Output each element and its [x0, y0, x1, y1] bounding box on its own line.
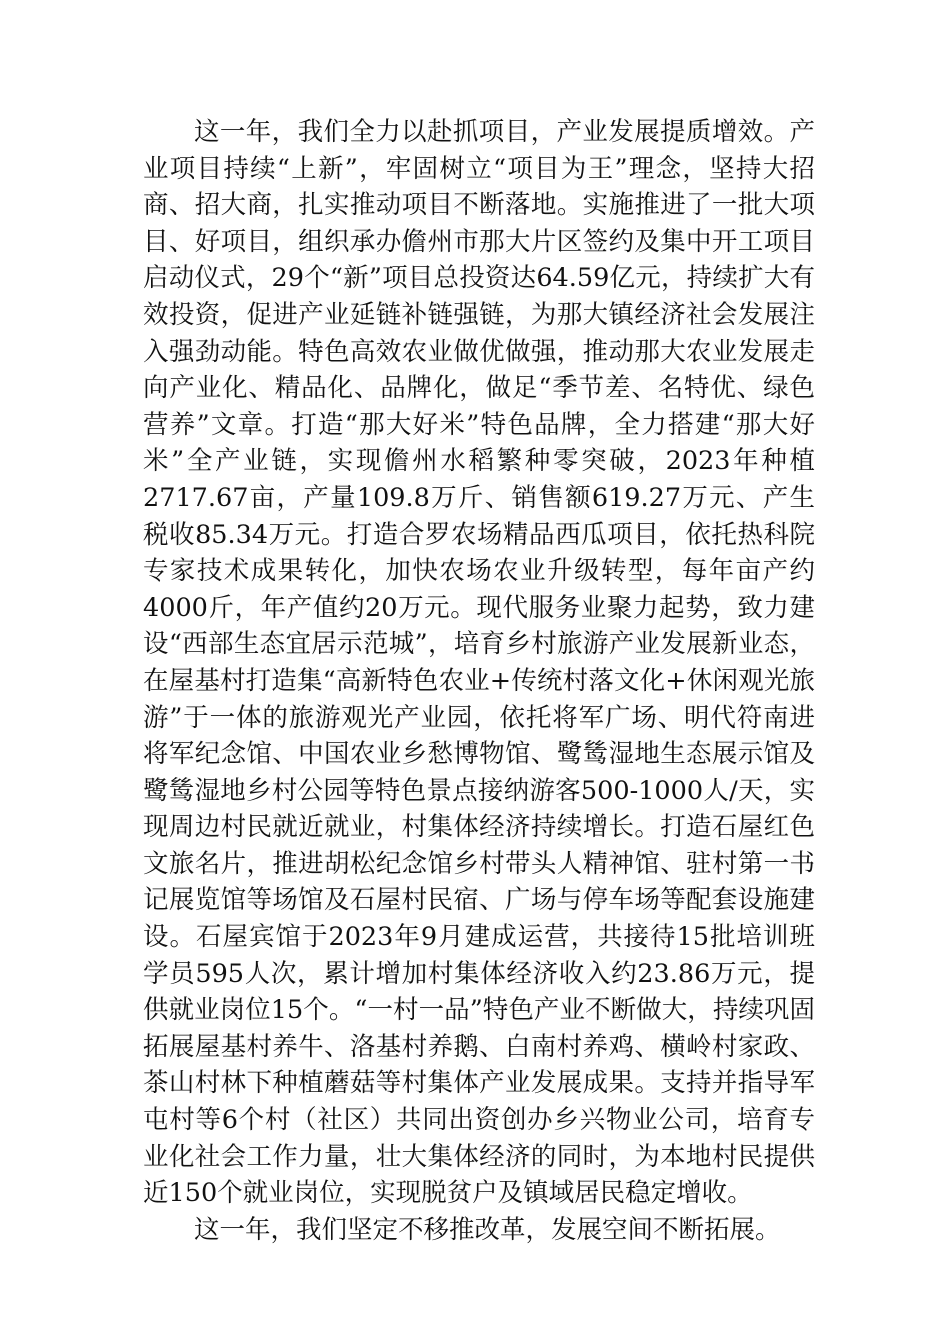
paragraph-project-development: 这一年，我们全力以赴抓项目，产业发展提质增效。产业项目持续“上新”，牢固树立“项目为王”理念，坚持大招商、招大商，扎实推动项目不断落地。实施推进了一批大项目、好项目，组织承办儋州市那大片区签约及集中开工项目启动仪式，29个“新”项目总投资达64.59亿元，持续扩大有效投资，促进产业延链补链强链，为那大镇经济社会发展注入强劲动能。特色高效农业做优做强，推动那大农业发展走向产业化、精品化、品牌化，做足“季节差、名特优、绿色营养”文章。打造“那大好米”特色品牌，全力搭建“那大好米”全产业链，实现儋州水稻繁种零突破，2023年种植2717.67亩，产量109.8万斤、销售额619.27万元、产生税收85.34万元。打造合罗农场精品西瓜项目，依托热科院专家技术成果转化，加快农场农业升级转型，每年亩产约4000斤，年产值约20万元。现代服务业聚力起势，致力建设“西部生态宜居示范城”，培育乡村旅游产业发展新业态，在屋基村打造集“高新特色农业+传统村落文化+休闲观光旅游”于一体的旅游观光产业园，依托将军广场、明代符南进将军纪念馆、中国农业乡愁博物馆、鹭鸶湿地生态展示馆及鹭鸶湿地乡村公园等特色景点接纳游客500-1000人/天，实现周边村民就近就业，村集体经济持续增长。打造石屋红色文旅名片，推进胡松纪念馆乡村带头人精神馆、驻村第一书记展览馆等场馆及石屋村民宿、广场与停车场等配套设施建设。石屋宾馆于2023年9月建成运营，共接待15批培训班学员595人次，累计增加村集体经济收入约23.86万元，提供就业岗位15个。“一村一品”特色产业不断做大，持续巩固拓展屋基村养牛、洛基村养鹅、白南村养鸡、横岭村家政、茶山村林下种植蘑菇等村集体产业发展成果。支持并指导军屯村等6个村（社区）共同出资创办乡兴物业公司，培育专业化社会工作力量，壮大集体经济的同时，为本地村民提供近150个就业岗位，实现脱贫户及镇域居民稳定增收。: [143, 117, 815, 1209]
body-text: [143, 114, 815, 1248]
paragraph-reform: 这一年，我们坚定不移推改革，发展空间不断拓展。: [194, 1214, 781, 1245]
